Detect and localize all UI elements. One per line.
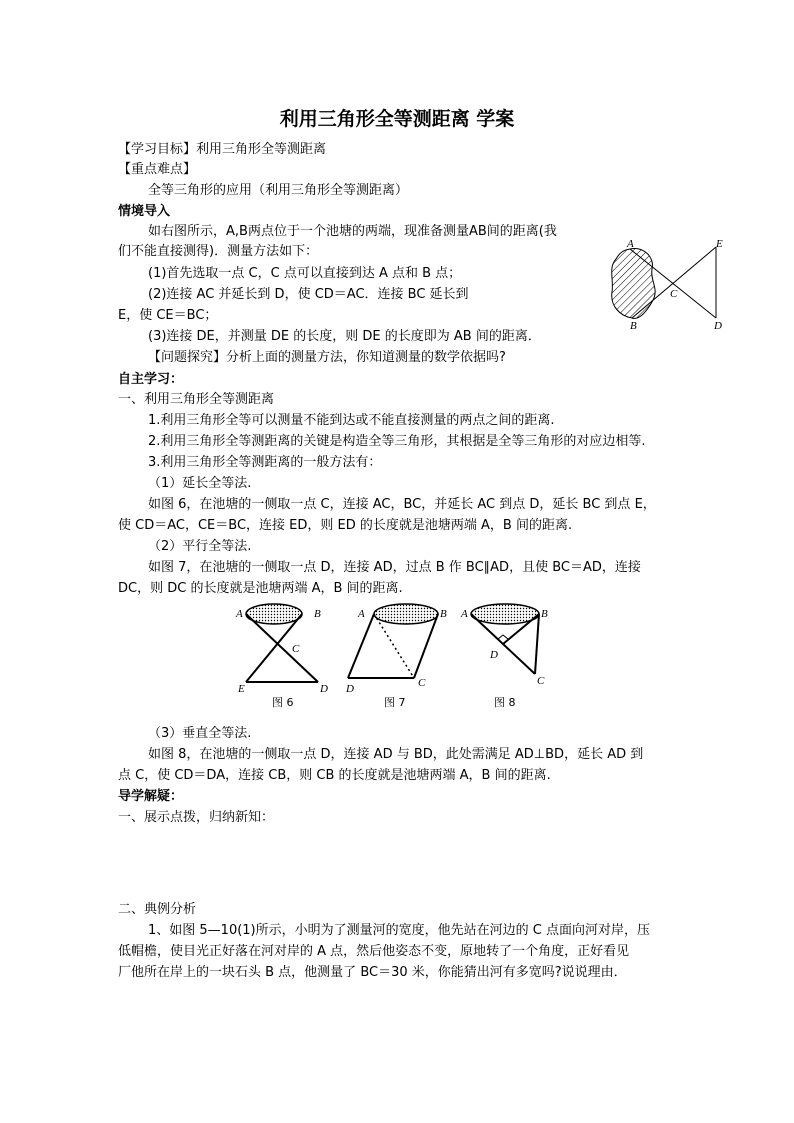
- figures-6-7-8: [228, 598, 568, 710]
- intro-p1a: 如右图所示，A,B两点位于一个池塘的两端，现准备测量AB间的距离(我: [148, 224, 557, 239]
- intro-heading: 情境导入: [118, 204, 171, 219]
- intro-question: 【问题探究】分析上面的测量方法，你知道测量的数学依据吗?: [148, 350, 506, 365]
- pond-figure-right: [600, 234, 730, 334]
- line-8-bc: [535, 614, 539, 674]
- self-item1: 1.利用三角形全等可以测量不能到达或不能直接测量的两点之间的距离.: [148, 413, 555, 428]
- fig7-label-b: B: [440, 608, 447, 620]
- method2-a: 如图 7，在池塘的一侧取一点 D，连接 AD，过点 B 作 BC∥AD，且使 BC＝AD，连接: [148, 560, 641, 575]
- fig8-label-b: B: [541, 608, 548, 620]
- fig8-caption: 图 8: [494, 696, 516, 709]
- fig8-label-a: A: [461, 608, 468, 620]
- line-7-ad: [348, 614, 374, 678]
- label-d: D: [714, 320, 722, 332]
- label-e: E: [716, 238, 723, 250]
- keypoint-label: 【重点难点】: [118, 162, 197, 177]
- method1-title: （1）延长全等法.: [148, 476, 252, 491]
- method1-a: 如图 6，在池塘的一侧取一点 C，连接 AC，BC，并延长 AC 到点 D，延长 BC 到点 E，: [148, 497, 656, 512]
- fig6-label-a: A: [236, 608, 243, 620]
- keypoint-text: 全等三角形的应用（利用三角形全等测距离）: [148, 183, 409, 198]
- method3-b: 点 C，使 CD＝DA，连接 CB，则 CB 的长度就是池塘两端 A，B 间的距离.: [118, 768, 551, 783]
- label-a: A: [627, 238, 634, 250]
- objective-label: 【学习目标】: [118, 142, 197, 157]
- fig7-label-a: A: [358, 608, 365, 620]
- method2-title: （2）平行全等法.: [148, 539, 252, 554]
- fig7-caption: 图 7: [384, 696, 406, 709]
- fig7-label-c: C: [418, 677, 426, 689]
- guide-sec2: 二、典例分析: [118, 902, 197, 917]
- method2-b: DC，则 DC 的长度就是池塘两端 A，B 间的距离.: [118, 581, 403, 596]
- intro-step2a: (2)连接 AC 并延长到 D，使 CD＝AC．连接 BC 延长到: [148, 287, 469, 302]
- label-b: B: [630, 320, 637, 332]
- right-angle-mark-8: [498, 635, 508, 639]
- pond-8: [471, 604, 539, 624]
- guide-heading: 导学解疑：: [118, 789, 184, 804]
- fig8-label-c: C: [537, 675, 545, 687]
- fig6-label-d: D: [320, 683, 328, 695]
- guide-sec1: 一、展示点拨，归纳新知：: [118, 810, 275, 825]
- figure-8: [460, 604, 548, 709]
- self-item2: 2.利用三角形全等测距离的关键是构造全等三角形，其根据是全等三角形的对应边相等.: [148, 434, 646, 449]
- fig6-label-b: B: [314, 608, 321, 620]
- fig8-label-d: D: [490, 649, 498, 661]
- figure-7: [345, 604, 447, 709]
- intro-step3: (3)连接 DE，并测量 DE 的长度，则 DE 的长度即为 AB 间的距离．: [148, 329, 541, 344]
- example1-a: 1、如图 5—10(1)所示，小明为了测量河的宽度，他先站在河边的 C 点面向河对岸，压: [148, 923, 650, 938]
- example1-b: 低帽檐，使目光正好落在河对岸的 A 点，然后他姿态不变，原地转了一个角度，正好看见: [118, 944, 630, 959]
- pond-7: [374, 604, 438, 624]
- method1-b: 使 CD＝AC，CE＝BC，连接 ED，则 ED 的长度就是池塘两端 A，B 间的距离.: [118, 518, 573, 533]
- fig7-label-d: D: [346, 683, 354, 695]
- intro-step2b: E，使 CE＝BC；: [118, 308, 218, 323]
- fig6-caption: 图 6: [272, 696, 294, 709]
- example1-c: 厂他所在岸上的一块石头 B 点，他测量了 BC＝30 米，你能猜出河有多宽吗?说说理由．: [118, 965, 627, 980]
- label-c: C: [670, 288, 678, 300]
- intro-p1b: 们不能直接测得)．测量方法如下：: [118, 244, 319, 259]
- page-title: 利用三角形全等测距离 学案: [279, 108, 515, 130]
- objective-line: [118, 140, 326, 160]
- self-sec1: 一、利用三角形全等测距离: [118, 392, 275, 407]
- figure-6: [235, 604, 328, 709]
- self-study-heading: 自主学习：: [118, 372, 184, 387]
- self-item3: 3.利用三角形全等测距离的一般方法有：: [148, 455, 382, 470]
- intro-step1: (1)首先选取一点 C，C 点可以直接到达 A 点和 B 点；: [148, 266, 462, 281]
- method3-a: 如图 8，在池塘的一侧取一点 D，连接 AD 与 BD，此处需满足 AD⊥BD，延长 AD 到: [148, 747, 644, 762]
- pond-shape: [612, 248, 655, 318]
- fig6-label-e: E: [238, 683, 245, 695]
- method3-title: （3）垂直全等法.: [148, 726, 252, 741]
- fig6-label-c: C: [292, 643, 300, 655]
- objective-text: 利用三角形全等测距离: [196, 142, 327, 157]
